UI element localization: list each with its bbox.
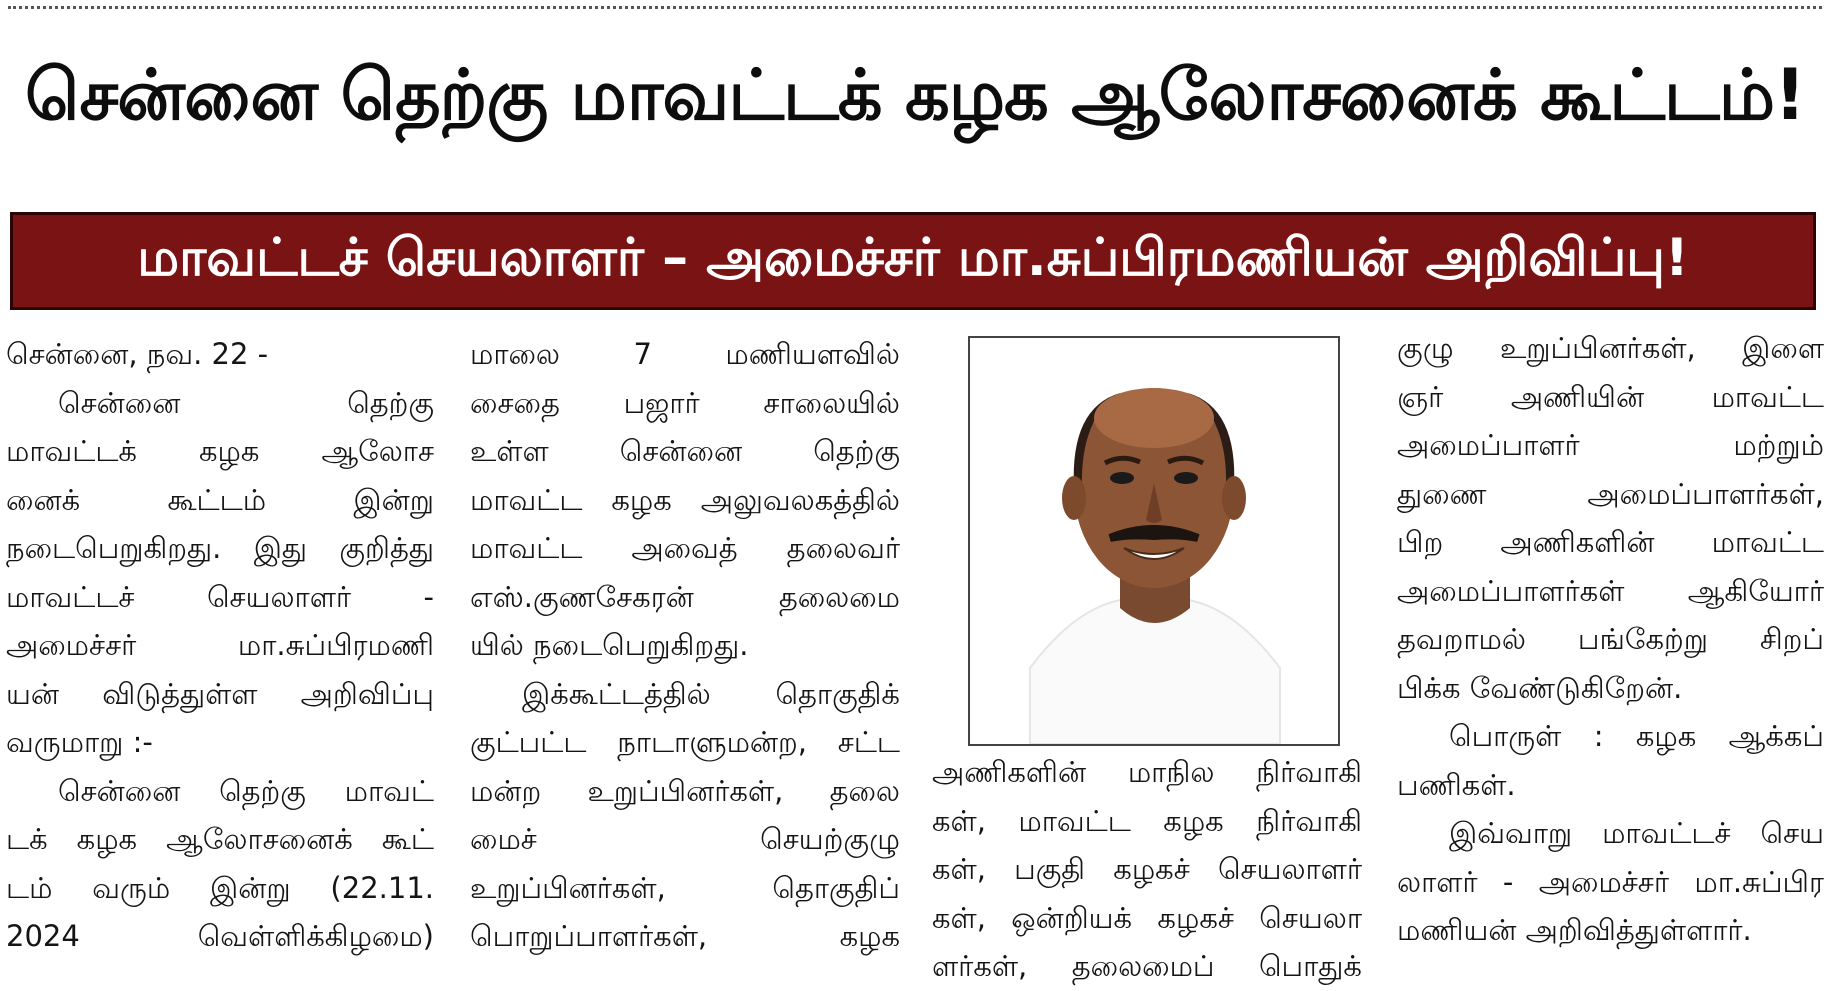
text-line: இக்கூட்டத்தில் தொகுதிக்	[522, 676, 900, 711]
text-line: கள், பகுதி கழகச் செயலாளர்	[932, 852, 1362, 886]
text-line: ளர்கள், தலைமைப் பொதுக்	[932, 949, 1362, 983]
text-line: அமைச்சர் மா.சுப்பிரமணி	[6, 628, 434, 662]
text-line: மாலை 7 மணியளவில்	[470, 337, 900, 371]
text-line: மாவட்ட அவைத் தலைவர்	[470, 531, 900, 565]
text-line: உறுப்பினர்கள், தொகுதிப்	[470, 870, 900, 905]
text-line: குட்பட்ட நாடாளுமன்ற, சட்ட	[470, 725, 900, 759]
text-line: அணிகளின் மாநில நிர்வாகி	[932, 755, 1362, 789]
article-column-1	[6, 330, 434, 961]
text-line: இவ்வாறு மாவட்டச் செய	[1449, 816, 1824, 850]
text-line: மாவட்டச் செயலாளர் -	[6, 579, 434, 614]
text-line: உள்ள சென்னை தெற்கு	[470, 434, 900, 468]
subheadline-banner: மாவட்டச் செயலாளர் – அமைச்சர் மா.சுப்பிரமணியன் அறிவிப்பு!	[10, 212, 1816, 310]
text-line: னைக் கூட்டம் இன்று	[6, 482, 434, 517]
text-line: பொறுப்பாளர்கள், கழக	[470, 919, 900, 953]
text-line: பிக்க வேண்டுகிறேன்.	[1397, 670, 1683, 705]
text-line: பொருள் : கழக ஆக்கப்	[1449, 719, 1824, 753]
text-line: தவறாமல் பங்கேற்று சிறப்	[1397, 622, 1824, 656]
article-column-3	[932, 748, 1362, 991]
text-line: மைச் செயற்குழு	[470, 822, 900, 856]
text-line: மாவட்டக் கழக ஆலோச	[6, 434, 434, 468]
text-line: குழு உறுப்பினர்கள், இளை	[1397, 331, 1824, 365]
headline: சென்னை தெற்கு மாவட்டக் கழக ஆலோசனைக் கூட்டம்!	[24, 53, 1806, 136]
text-line: யில் நடைபெறுகிறது.	[470, 628, 749, 662]
article-column-4	[1397, 324, 1824, 955]
text-line: சைதை பஜார் சாலையில்	[470, 385, 900, 420]
text-line: லாளர் - அமைச்சர் மா.சுப்பிர	[1397, 864, 1824, 899]
text-line: துணை அமைப்பாளர்கள்,	[1397, 476, 1824, 511]
text-line: நடைபெறுகிறது. இது குறித்து	[6, 531, 434, 565]
text-line: டக் கழக ஆலோசனைக் கூட்	[6, 822, 434, 856]
text-line: டம் வரும் இன்று (22.11.	[6, 870, 434, 905]
text-line: மாவட்ட கழக அலுவலகத்தில்	[470, 482, 900, 517]
article-column-2	[470, 330, 900, 961]
portrait-photo-icon	[970, 338, 1338, 744]
text-line: எஸ்.குணசேகரன் தலைமை	[470, 579, 900, 614]
portrait-photo	[968, 336, 1340, 746]
text-line: சென்னை தெற்கு	[58, 385, 434, 420]
text-line: கள், மாவட்ட கழக நிர்வாகி	[932, 803, 1362, 838]
text-line: சென்னை தெற்கு மாவட்	[58, 773, 434, 808]
text-line: மன்ற உறுப்பினர்கள், தலை	[470, 773, 900, 808]
text-line: பிற அணிகளின் மாவட்ட	[1397, 525, 1824, 559]
text-line: ஞர் அணியின் மாவட்ட	[1397, 379, 1824, 414]
text-line: கள், ஒன்றியக் கழகச் செயலா	[932, 900, 1362, 935]
text-line: அமைப்பாளர் மற்றும்	[1397, 428, 1824, 462]
text-line: 2024 வெள்ளிக்கிழமை)	[6, 919, 434, 953]
top-dotted-rule	[8, 6, 1822, 9]
text-line: வருமாறு :-	[6, 725, 153, 759]
text-line: யன் விடுத்துள்ள அறிவிப்பு	[6, 676, 434, 711]
text-line: சென்னை, நவ. 22 -	[6, 337, 269, 371]
text-line: மணியன் அறிவித்துள்ளார்.	[1397, 913, 1752, 947]
text-line: பணிகள்.	[1397, 767, 1516, 802]
text-line: அமைப்பாளர்கள் ஆகியோர்	[1397, 573, 1824, 608]
